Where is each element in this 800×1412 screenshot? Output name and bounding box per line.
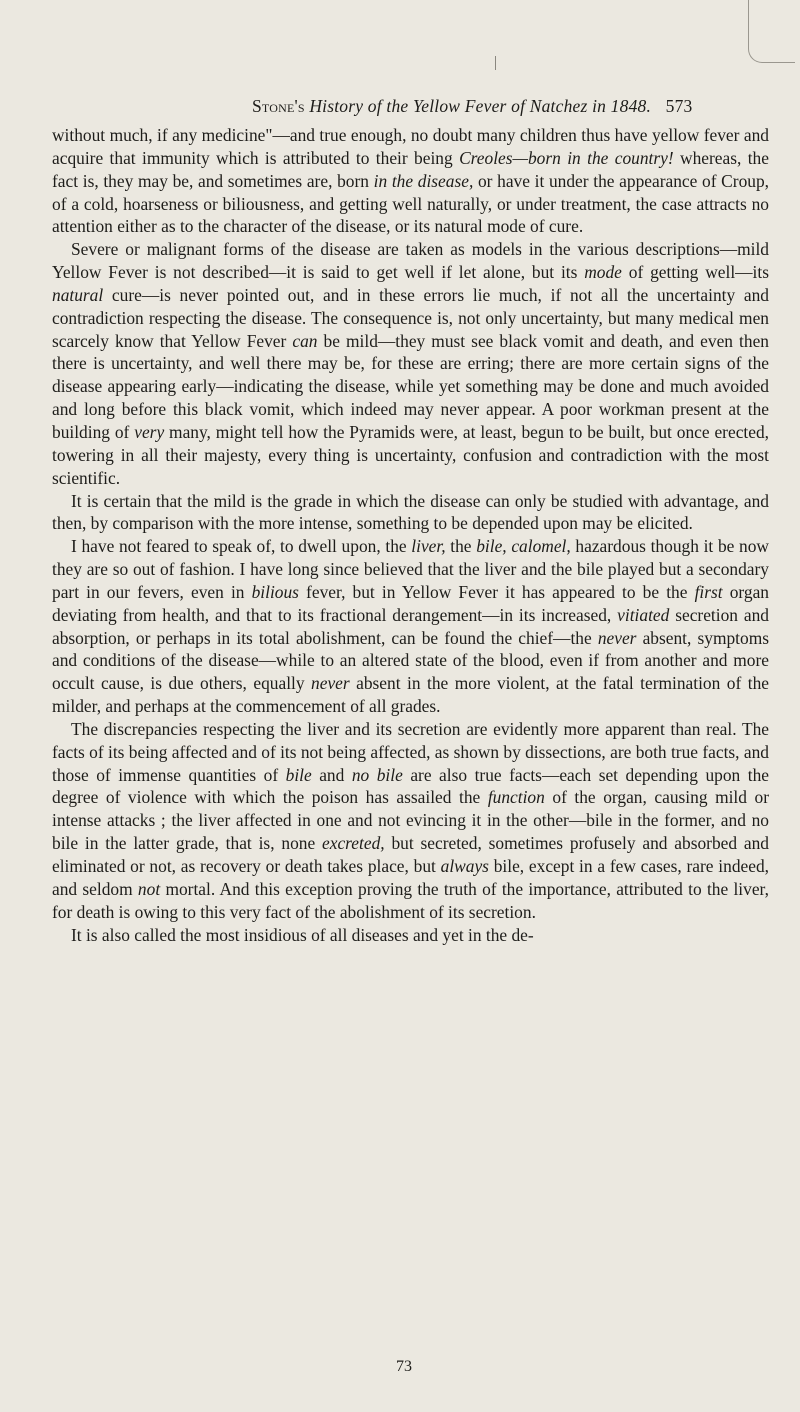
paragraph-1 [52, 124, 769, 238]
text-run: It is certain that the mild is the grade in which the disease can only be studied with advantage, and then, by comparison with the more intense, something to be depended upon may be elicited. [52, 490, 769, 534]
italic-run: not [137, 878, 161, 899]
text-run: without much, if any medicine"—and true enough, no doubt many children thus have yellow fever and acquire that immunity which is attributed to their being [52, 125, 769, 168]
signature-mark: 73 [396, 1358, 412, 1375]
text-run: of the organ, causing mild or intense attacks ; the liver affected in one and not evincing it in the other—bile in the former, and no bile in the latter grade, that is, none [52, 787, 769, 854]
paragraph-5 [52, 718, 769, 924]
italic-run: function [487, 787, 545, 808]
paragraph-4 [52, 535, 769, 718]
text-run: whereas, the fact is, they may be, and sometimes are, born [52, 147, 769, 191]
margin-tick-mark [495, 56, 502, 70]
text-run: many, might tell how the Pyramids were, at least, begun to be built, but once erected, towering in all their majesty, every thing is uncertainty, confusion and contradiction with the most scientific. [52, 421, 770, 488]
paragraph-2 [52, 238, 769, 489]
italic-run: bile, calomel, [476, 536, 571, 557]
text-run: I have not feared to speak of, to dwell upon, the [71, 536, 412, 557]
italic-run: in the disease, [373, 170, 474, 191]
text-run: but secreted, sometimes profusely and absorbed and eliminated or not, as recovery or death takes place, but [52, 833, 770, 876]
text-run: mortal. And this exception proving the truth of the importance, attributed to the liver, for death is owing to this very fact of the abolishment of its secretion. [52, 878, 769, 922]
page-edge-mark [748, 0, 795, 63]
text-run: be mild—they must see black vomit and death, and even then there is uncertainty, and well there may be, for these are erring; there are more certain signs of the disease appearing early—indicating the disease, while yet something may be done and much avoided and long before this black vomit, which indeed may never appear. A poor workman present at the building of [52, 330, 769, 442]
header-author: Stone's [252, 96, 305, 116]
italic-run: no bile [351, 764, 403, 785]
text-run: The discrepancies respecting the liver and its secretion are evidently more apparent than real. The facts of its being affected and of its not being affected, as shown by dissections, are both true facts, and those of immense quantities of [52, 718, 769, 785]
italic-run: always [440, 856, 489, 876]
italic-run: first [694, 581, 723, 602]
text-run: absent, symptoms and conditions of the disease—while to an altered state of the blood, even if from another and more occult cause, is due others, equally [52, 627, 769, 694]
text-run: of getting well—its [621, 262, 769, 283]
text-run: bile, except in a few cases, rare indeed, and seldom [52, 856, 769, 899]
italic-run: bilious [251, 581, 299, 602]
text-run: and [311, 764, 352, 785]
paragraph-3 [52, 490, 769, 536]
running-header [252, 96, 792, 117]
italic-run: can [292, 330, 318, 351]
italic-run: liver, [411, 536, 446, 557]
text-run: secretion and absorption, or perhaps in its total abolishment, can be found the chief—the [52, 604, 769, 648]
italic-run: never [597, 627, 637, 648]
italic-run: mode [584, 262, 622, 283]
italic-run: vitiated [617, 604, 670, 625]
text-run: fever, but in Yellow Fever it has appeared to be the [298, 581, 695, 602]
text-run: hazardous though it be now they are so out of fashion. I have long since believed that the liver and the bile played but a secondary part in our fevers, even in [52, 536, 769, 602]
text-run: Severe or malignant forms of the disease are taken as models in the various descriptions—mild Yellow Fever is not described—it is said to get well if let alone, but its [52, 239, 769, 283]
page-number: 573 [665, 96, 693, 116]
text-run: cure—is never pointed out, and in these errors lie much, if not all the uncertainty and contradiction respecting the disease. The consequence is, not only uncertainty, but many medical men scarcely know that Yellow Fever [52, 284, 769, 351]
italic-run: Creoles—born in the country! [459, 147, 674, 168]
italic-run: bile [285, 764, 312, 785]
paragraph-6 [52, 924, 769, 947]
text-run: the [445, 536, 477, 557]
text-run: organ deviating from health, and that to its fractional derangement—in its increased, [52, 581, 769, 625]
italic-run: never [311, 673, 350, 694]
text-run: It is also called the most insidious of all diseases and yet in the de- [71, 924, 534, 945]
text-run: are also true facts—each set depending upon the degree of violence with which the poison has assailed the [52, 764, 769, 808]
italic-run: natural [52, 284, 104, 305]
italic-run: very [134, 421, 165, 442]
text-run: or have it under the appearance of Croup, of a cold, hoarseness or biliousness, and getting well naturally, or under treatment, the case attracts no attention either as to the character of the disease, or its natural mode of cure. [52, 170, 769, 237]
italic-run: excreted, [322, 833, 385, 854]
body-text [52, 124, 769, 946]
text-run: absent in the more violent, at the fatal termination of the milder, and perhaps at the commencement of all grades. [52, 673, 769, 717]
header-title: History of the Yellow Fever of Natchez in 1848. [309, 96, 652, 116]
